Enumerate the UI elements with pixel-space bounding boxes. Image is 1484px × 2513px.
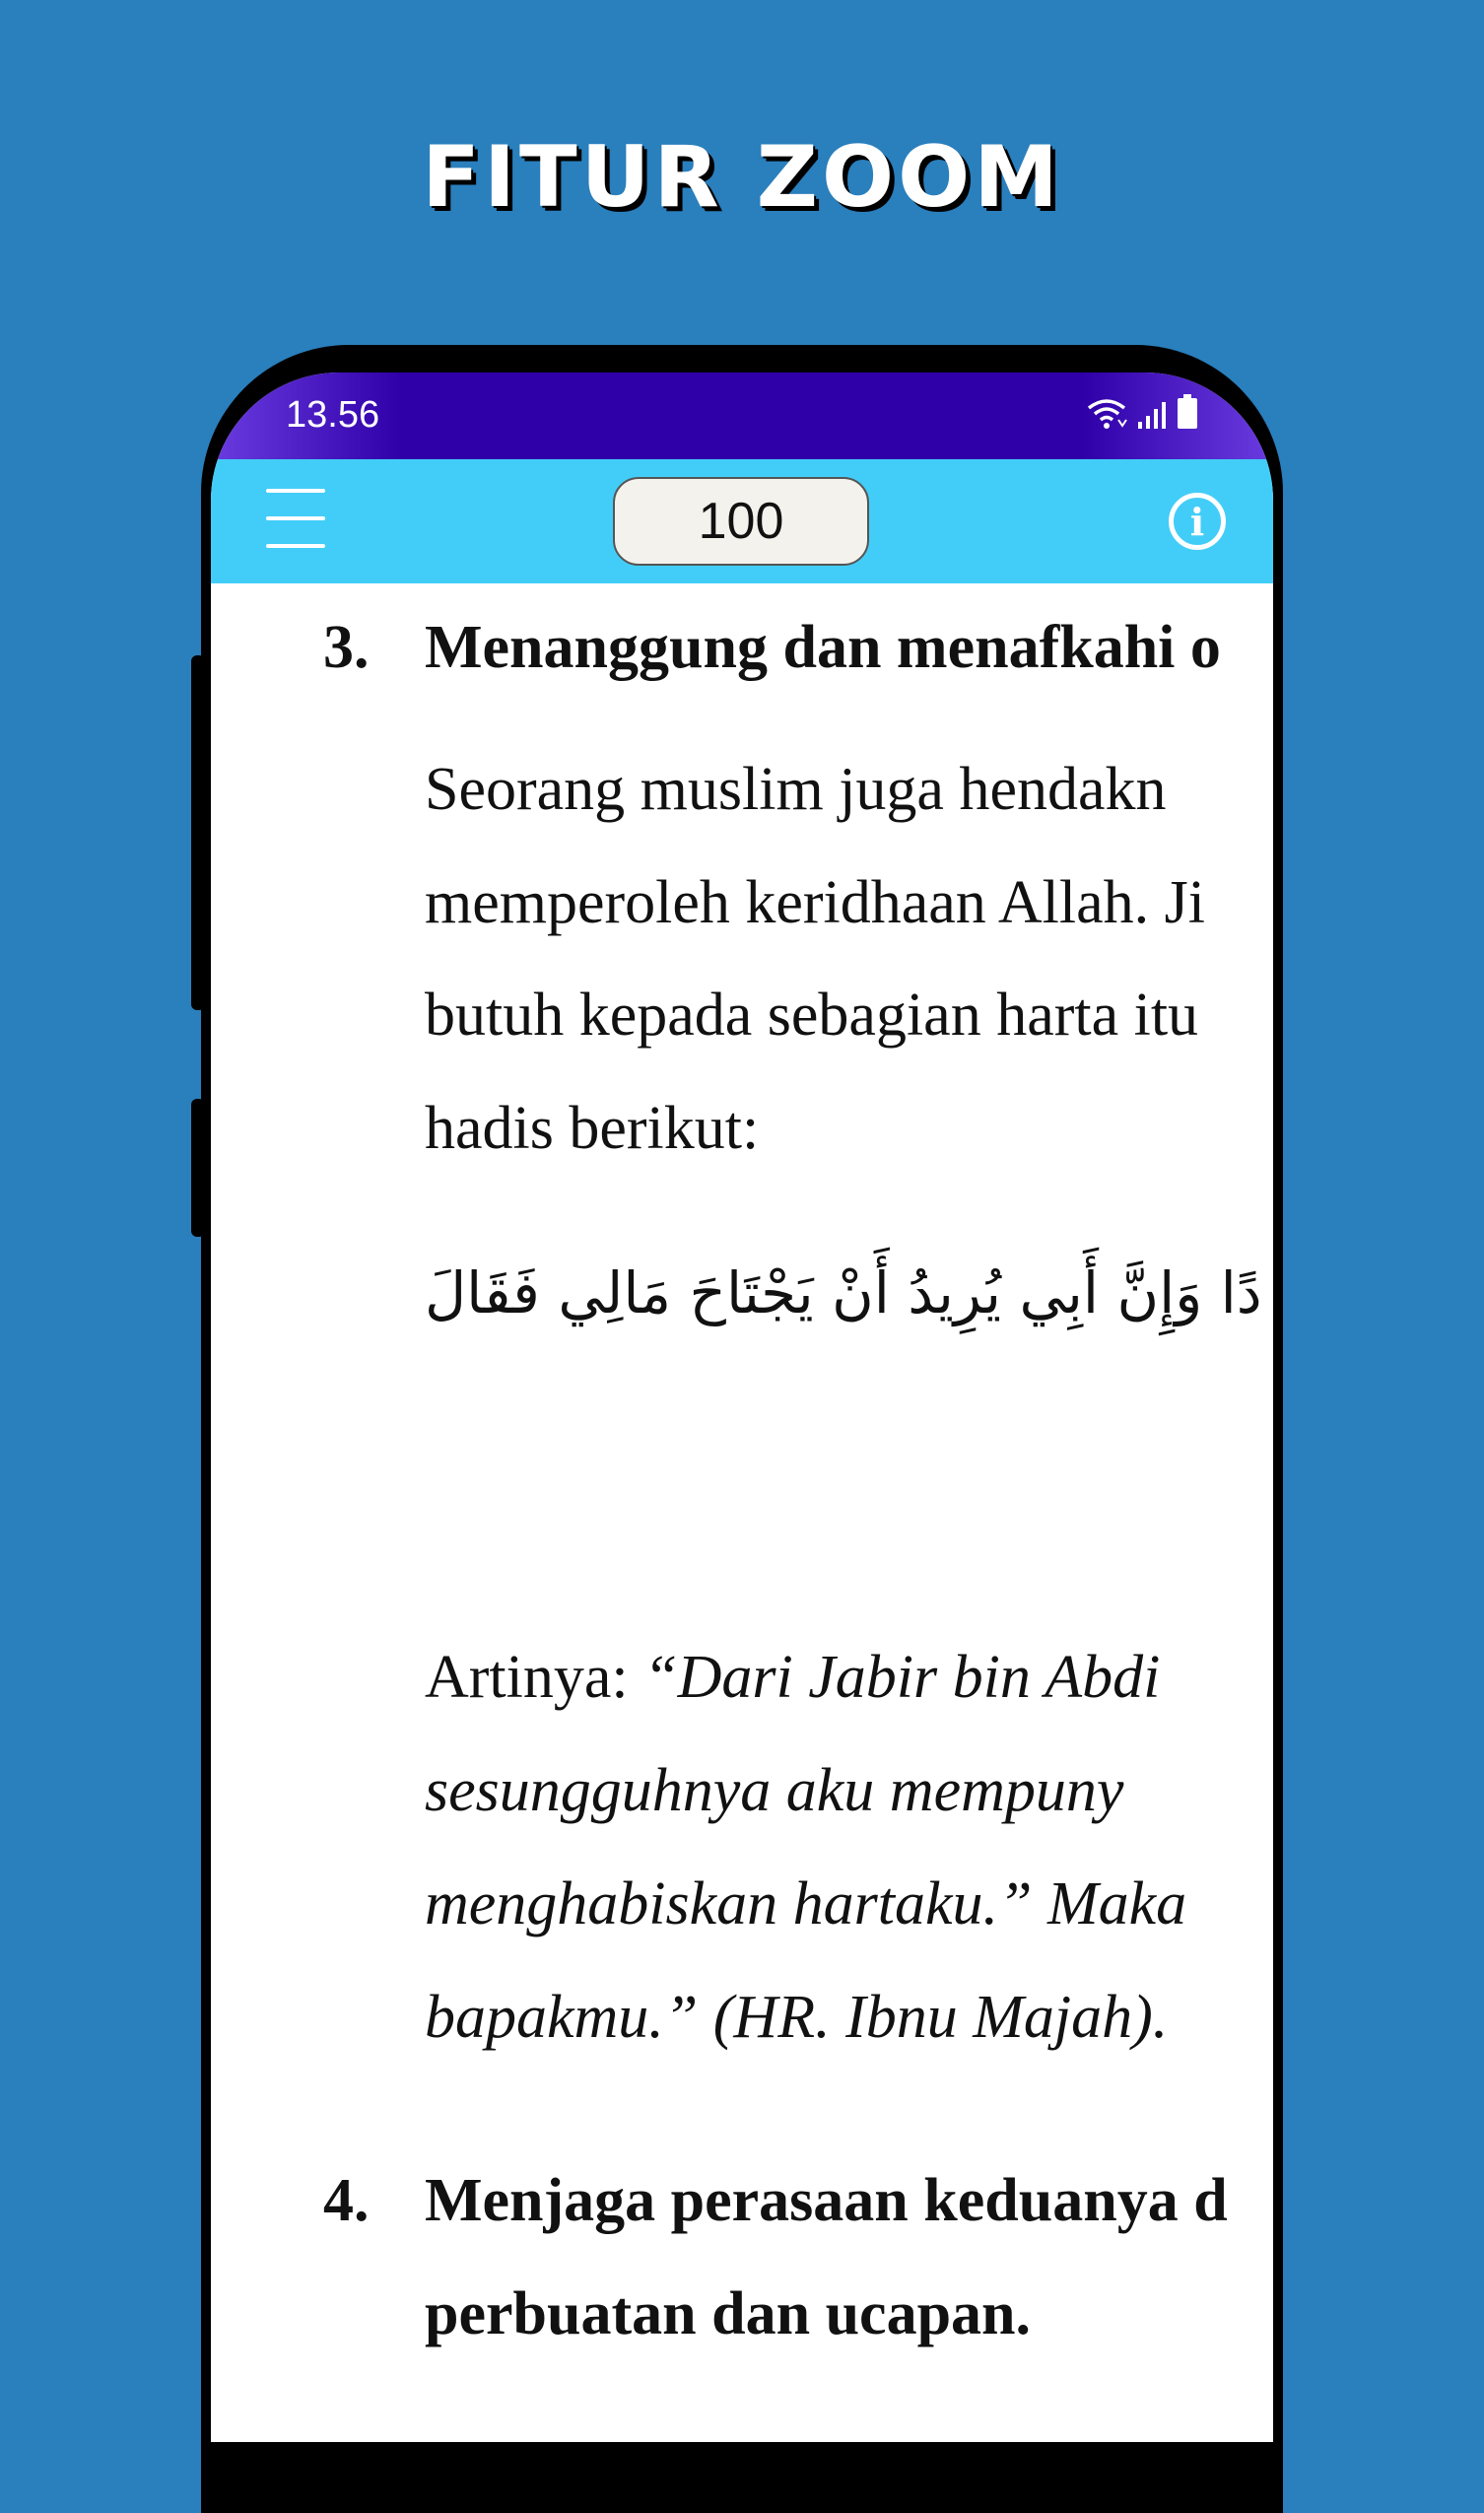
paragraph-line: memperoleh keridhaan Allah. Ji [425, 869, 1205, 936]
battery-icon [1177, 394, 1198, 430]
wifi-icon [1086, 396, 1127, 430]
status-time: 13.56 [286, 394, 380, 436]
phone-screen [211, 373, 1273, 2442]
translation-line: sesungguhnya aku mempuny [425, 1757, 1124, 1824]
paragraph-line: butuh kepada sebagian harta itu [425, 982, 1199, 1049]
document-content [211, 583, 1273, 2442]
section-3-number: 3. [323, 614, 370, 681]
status-bar [211, 373, 1273, 459]
translation-label: Artinya: [425, 1644, 644, 1711]
section-3-heading: Menanggung dan menafkahi o [425, 614, 1221, 681]
section-4-heading: Menjaga perasaan keduanya d [425, 2167, 1228, 2234]
translation-line: menghabiskan hartaku.” Maka [425, 1870, 1187, 1937]
translation-text: “Dari Jabir bin Abdi [643, 1644, 1161, 1711]
page-number-field[interactable]: 100 [613, 477, 869, 566]
translation-line: bapakmu.” (HR. Ibnu Majah). [425, 1984, 1169, 2051]
paragraph-line: Seorang muslim juga hendakn [425, 756, 1167, 823]
translation-line-1 [425, 1643, 1160, 1713]
info-icon[interactable]: i [1169, 493, 1226, 550]
app-toolbar [211, 459, 1273, 583]
section-4-number: 4. [323, 2167, 370, 2234]
paragraph-line: hadis berikut: [425, 1095, 760, 1162]
section-4-heading-line-2: perbuatan dan ucapan. [425, 2280, 1032, 2347]
arabic-hadith: دًا وَإِنَّ أَبِي يُرِيدُ أَنْ يَجْتَاحَ مَالِي فَقَالَ [425, 1259, 1262, 1326]
status-icons [1086, 394, 1198, 430]
hamburger-menu-icon[interactable] [266, 489, 325, 552]
promo-title: FITUR ZOOM [422, 128, 1062, 227]
signal-icon [1137, 400, 1167, 430]
